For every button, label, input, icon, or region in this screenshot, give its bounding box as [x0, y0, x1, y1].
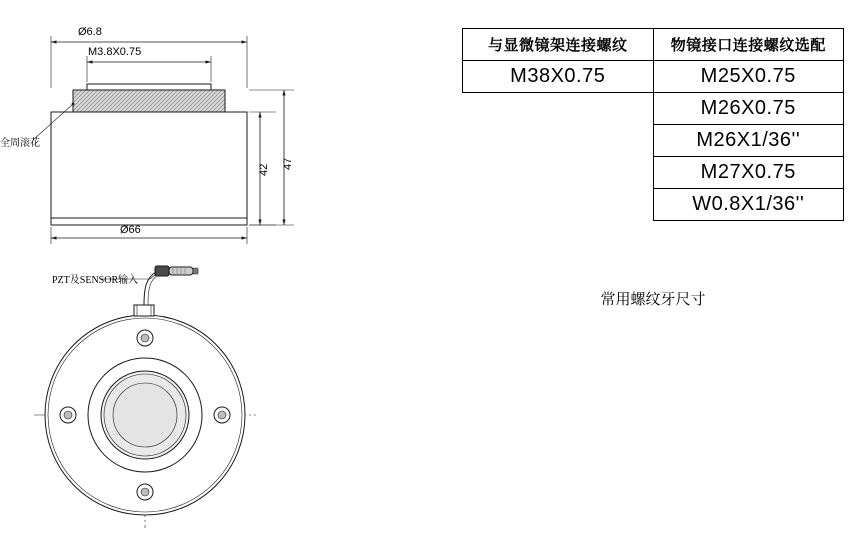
dim-height-inner: 42 [258, 163, 270, 176]
table-header-microscope-thread: 与显微镜架连接螺纹 [463, 29, 654, 61]
table-row [463, 125, 844, 157]
table-row [463, 61, 844, 93]
label-pzt-sensor-input: PZT及SENSOR输入 [52, 275, 139, 286]
label-knurl: 全周滚花 [0, 138, 40, 149]
cell-objective-thread: M27X0.75 [653, 157, 844, 189]
cell-empty [463, 189, 654, 221]
dim-outer-diameter-top: Ø6.8 [78, 26, 102, 38]
dim-thread-top: M3.8X0.75 [88, 46, 142, 58]
table-header-objective-thread: 物镜接口连接螺纹选配 [653, 29, 844, 61]
table-row [463, 93, 844, 125]
cell-objective-thread: W0.8X1/36'' [653, 189, 844, 221]
dim-height-outer: 47 [282, 157, 294, 170]
table-header-row [463, 29, 844, 61]
table-row [463, 189, 844, 221]
cell-objective-thread: M26X0.75 [653, 93, 844, 125]
cell-empty [463, 125, 654, 157]
cell-objective-thread: M26X1/36'' [653, 125, 844, 157]
cell-empty [463, 157, 654, 189]
table-row [463, 157, 844, 189]
thread-spec-table [462, 28, 844, 221]
table-caption: 常用螺纹牙尺寸 [600, 292, 706, 308]
cell-objective-thread: M25X0.75 [653, 61, 844, 93]
dim-bottom-diameter: Ø66 [120, 224, 141, 236]
cell-empty [463, 93, 654, 125]
cell-microscope-thread: M38X0.75 [463, 61, 654, 93]
